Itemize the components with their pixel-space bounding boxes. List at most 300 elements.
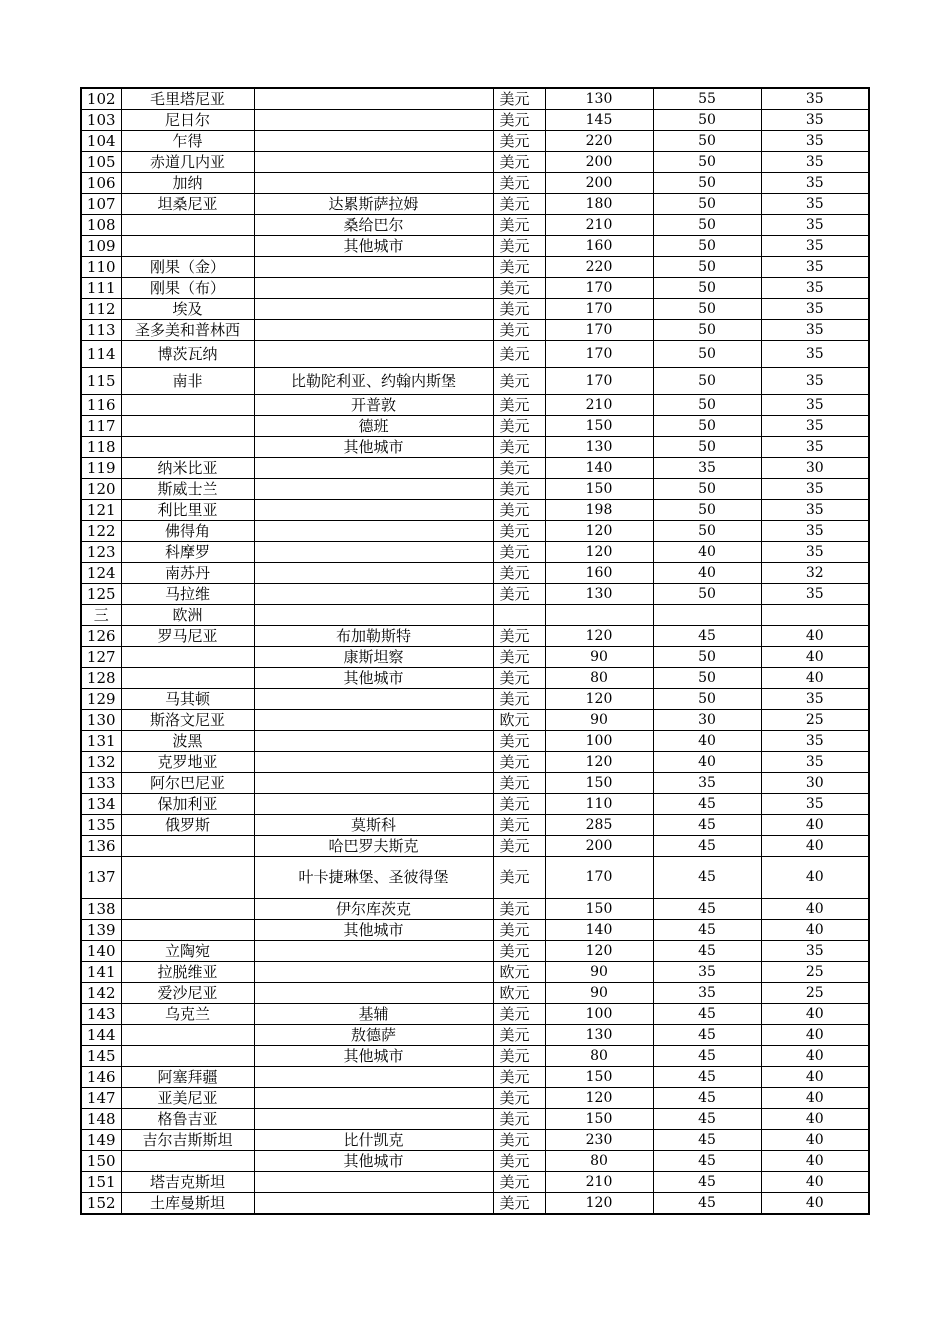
row-number-cell: 144 [81, 1025, 121, 1046]
city-cell: 叶卡捷琳堡、圣彼得堡 [254, 857, 493, 899]
amount-a-cell: 180 [545, 194, 653, 215]
amount-b-cell: 50 [653, 173, 761, 194]
amount-b-cell: 45 [653, 815, 761, 836]
currency-cell: 美元 [493, 416, 545, 437]
amount-a-cell: 145 [545, 110, 653, 131]
table-body [81, 88, 869, 1214]
amount-c-cell: 40 [761, 1151, 869, 1172]
amount-c-cell: 35 [761, 278, 869, 299]
country-cell: 克罗地亚 [121, 752, 254, 773]
amount-c-cell: 35 [761, 500, 869, 521]
amount-a-cell: 120 [545, 689, 653, 710]
currency-cell: 美元 [493, 479, 545, 500]
currency-cell: 美元 [493, 278, 545, 299]
amount-c-cell: 40 [761, 1067, 869, 1088]
row-number-cell: 146 [81, 1067, 121, 1088]
amount-a-cell: 120 [545, 752, 653, 773]
row-number-cell: 111 [81, 278, 121, 299]
row-number-cell: 123 [81, 542, 121, 563]
amount-a-cell: 120 [545, 542, 653, 563]
city-cell [254, 521, 493, 542]
country-cell [121, 1046, 254, 1067]
amount-c-cell: 40 [761, 836, 869, 857]
amount-b-cell: 50 [653, 341, 761, 368]
amount-a-cell: 170 [545, 278, 653, 299]
table-row [81, 668, 869, 689]
amount-a-cell: 120 [545, 626, 653, 647]
amount-c-cell: 35 [761, 152, 869, 173]
amount-a-cell: 140 [545, 458, 653, 479]
amount-b-cell: 50 [653, 257, 761, 278]
amount-c-cell: 40 [761, 1130, 869, 1151]
row-number-cell: 107 [81, 194, 121, 215]
country-cell: 罗马尼亚 [121, 626, 254, 647]
amount-c-cell: 35 [761, 341, 869, 368]
row-number-cell: 116 [81, 395, 121, 416]
row-number-cell: 151 [81, 1172, 121, 1193]
amount-c-cell: 40 [761, 647, 869, 668]
country-cell: 刚果（金） [121, 257, 254, 278]
currency-cell: 欧元 [493, 710, 545, 731]
table-row [81, 1172, 869, 1193]
amount-c-cell: 25 [761, 710, 869, 731]
city-cell: 开普敦 [254, 395, 493, 416]
amount-a-cell: 170 [545, 320, 653, 341]
row-number-cell: 130 [81, 710, 121, 731]
city-cell [254, 689, 493, 710]
table-row [81, 458, 869, 479]
table-row [81, 962, 869, 983]
city-cell: 康斯坦察 [254, 647, 493, 668]
currency-cell: 美元 [493, 773, 545, 794]
currency-cell: 美元 [493, 395, 545, 416]
currency-cell: 美元 [493, 320, 545, 341]
amount-c-cell: 35 [761, 584, 869, 605]
amount-b-cell: 50 [653, 479, 761, 500]
amount-a-cell: 200 [545, 173, 653, 194]
amount-b-cell [653, 605, 761, 626]
amount-a-cell: 220 [545, 131, 653, 152]
amount-b-cell: 45 [653, 794, 761, 815]
row-number-cell: 103 [81, 110, 121, 131]
row-number-cell: 108 [81, 215, 121, 236]
table-row [81, 731, 869, 752]
currency-cell: 美元 [493, 1088, 545, 1109]
city-cell [254, 458, 493, 479]
amount-b-cell: 50 [653, 584, 761, 605]
country-cell: 南非 [121, 368, 254, 395]
currency-cell: 美元 [493, 88, 545, 110]
country-cell [121, 920, 254, 941]
amount-c-cell: 40 [761, 815, 869, 836]
table-row [81, 1109, 869, 1130]
table-row [81, 131, 869, 152]
amount-c-cell: 35 [761, 794, 869, 815]
currency-cell: 欧元 [493, 962, 545, 983]
currency-cell: 美元 [493, 215, 545, 236]
amount-a-cell [545, 605, 653, 626]
city-cell [254, 320, 493, 341]
country-cell: 马其顿 [121, 689, 254, 710]
country-cell: 加纳 [121, 173, 254, 194]
row-number-cell: 115 [81, 368, 121, 395]
amount-a-cell: 90 [545, 962, 653, 983]
amount-b-cell: 50 [653, 152, 761, 173]
amount-b-cell: 50 [653, 299, 761, 320]
table-row [81, 1004, 869, 1025]
table-row [81, 1193, 869, 1215]
city-cell: 达累斯萨拉姆 [254, 194, 493, 215]
city-cell [254, 794, 493, 815]
country-cell [121, 836, 254, 857]
row-number-cell: 149 [81, 1130, 121, 1151]
amount-a-cell: 198 [545, 500, 653, 521]
amount-a-cell: 210 [545, 395, 653, 416]
amount-b-cell: 50 [653, 215, 761, 236]
amount-c-cell: 40 [761, 1172, 869, 1193]
row-number-cell: 122 [81, 521, 121, 542]
amount-a-cell: 90 [545, 710, 653, 731]
city-cell [254, 773, 493, 794]
row-number-cell: 102 [81, 88, 121, 110]
amount-c-cell: 35 [761, 689, 869, 710]
amount-a-cell: 150 [545, 773, 653, 794]
table-row [81, 626, 869, 647]
row-number-cell: 110 [81, 257, 121, 278]
amount-c-cell: 40 [761, 1004, 869, 1025]
currency-cell: 美元 [493, 815, 545, 836]
currency-cell: 美元 [493, 110, 545, 131]
amount-a-cell: 210 [545, 215, 653, 236]
country-cell: 立陶宛 [121, 941, 254, 962]
row-number-cell: 147 [81, 1088, 121, 1109]
amount-c-cell: 30 [761, 773, 869, 794]
amount-b-cell: 50 [653, 131, 761, 152]
table-row [81, 1088, 869, 1109]
country-cell: 毛里塔尼亚 [121, 88, 254, 110]
amount-b-cell: 45 [653, 1025, 761, 1046]
country-cell: 拉脱维亚 [121, 962, 254, 983]
city-cell [254, 88, 493, 110]
city-cell [254, 542, 493, 563]
currency-cell: 美元 [493, 941, 545, 962]
amount-a-cell: 80 [545, 668, 653, 689]
city-cell [254, 752, 493, 773]
country-cell: 赤道几内亚 [121, 152, 254, 173]
amount-a-cell: 130 [545, 437, 653, 458]
amount-c-cell: 40 [761, 857, 869, 899]
currency-cell: 美元 [493, 1151, 545, 1172]
row-number-cell: 119 [81, 458, 121, 479]
table-row [81, 257, 869, 278]
city-cell [254, 1193, 493, 1215]
table-row [81, 278, 869, 299]
country-cell: 利比里亚 [121, 500, 254, 521]
country-cell: 埃及 [121, 299, 254, 320]
amount-a-cell: 200 [545, 836, 653, 857]
row-number-cell: 135 [81, 815, 121, 836]
country-cell: 斯威士兰 [121, 479, 254, 500]
row-number-cell: 133 [81, 773, 121, 794]
amount-a-cell: 170 [545, 857, 653, 899]
table-row [81, 1025, 869, 1046]
table-row [81, 437, 869, 458]
row-number-cell: 117 [81, 416, 121, 437]
currency-cell: 欧元 [493, 983, 545, 1004]
country-cell [121, 215, 254, 236]
currency-cell: 美元 [493, 1067, 545, 1088]
currency-cell: 美元 [493, 626, 545, 647]
currency-cell: 美元 [493, 152, 545, 173]
amount-a-cell: 120 [545, 1193, 653, 1215]
currency-cell: 美元 [493, 1025, 545, 1046]
country-cell [121, 647, 254, 668]
table-row [81, 416, 869, 437]
amount-a-cell: 150 [545, 479, 653, 500]
row-number-cell: 105 [81, 152, 121, 173]
currency-cell: 美元 [493, 299, 545, 320]
table-row [81, 542, 869, 563]
table-row [81, 215, 869, 236]
amount-b-cell: 55 [653, 88, 761, 110]
amount-a-cell: 150 [545, 1109, 653, 1130]
currency-cell: 美元 [493, 500, 545, 521]
amount-c-cell [761, 605, 869, 626]
table-row [81, 521, 869, 542]
table-row [81, 1130, 869, 1151]
country-cell: 欧洲 [121, 605, 254, 626]
table-row [81, 983, 869, 1004]
amount-a-cell: 130 [545, 584, 653, 605]
amount-c-cell: 35 [761, 236, 869, 257]
amount-c-cell: 40 [761, 1109, 869, 1130]
city-cell: 其他城市 [254, 1046, 493, 1067]
city-cell [254, 341, 493, 368]
row-number-cell: 138 [81, 899, 121, 920]
row-number-cell: 120 [81, 479, 121, 500]
amount-b-cell: 45 [653, 1046, 761, 1067]
table-row [81, 836, 869, 857]
city-cell [254, 1172, 493, 1193]
city-cell: 桑给巴尔 [254, 215, 493, 236]
city-cell: 其他城市 [254, 236, 493, 257]
country-cell: 纳米比亚 [121, 458, 254, 479]
amount-b-cell: 50 [653, 647, 761, 668]
country-cell: 乍得 [121, 131, 254, 152]
city-cell [254, 563, 493, 584]
row-number-cell: 139 [81, 920, 121, 941]
country-cell [121, 668, 254, 689]
row-number-cell: 129 [81, 689, 121, 710]
amount-b-cell: 45 [653, 920, 761, 941]
currency-cell: 美元 [493, 899, 545, 920]
city-cell [254, 173, 493, 194]
city-cell [254, 278, 493, 299]
city-cell [254, 731, 493, 752]
amount-c-cell: 35 [761, 521, 869, 542]
amount-b-cell: 50 [653, 395, 761, 416]
country-cell: 土库曼斯坦 [121, 1193, 254, 1215]
amount-a-cell: 130 [545, 88, 653, 110]
amount-c-cell: 35 [761, 479, 869, 500]
table-row [81, 584, 869, 605]
currency-cell: 美元 [493, 173, 545, 194]
table-row [81, 710, 869, 731]
currency-cell: 美元 [493, 437, 545, 458]
table-row [81, 479, 869, 500]
city-cell: 哈巴罗夫斯克 [254, 836, 493, 857]
amount-a-cell: 160 [545, 236, 653, 257]
table-row [81, 368, 869, 395]
currency-cell: 美元 [493, 257, 545, 278]
amount-c-cell: 35 [761, 215, 869, 236]
country-cell [121, 899, 254, 920]
amount-b-cell: 50 [653, 278, 761, 299]
city-cell [254, 962, 493, 983]
table-row [81, 173, 869, 194]
city-cell: 伊尔库茨克 [254, 899, 493, 920]
country-cell: 博茨瓦纳 [121, 341, 254, 368]
table-row [81, 689, 869, 710]
amount-c-cell: 40 [761, 626, 869, 647]
city-cell [254, 584, 493, 605]
amount-a-cell: 150 [545, 416, 653, 437]
amount-a-cell: 170 [545, 341, 653, 368]
country-cell [121, 437, 254, 458]
currency-cell: 美元 [493, 1172, 545, 1193]
amount-c-cell: 35 [761, 752, 869, 773]
amount-a-cell: 120 [545, 1088, 653, 1109]
amount-c-cell: 40 [761, 1025, 869, 1046]
amount-a-cell: 80 [545, 1151, 653, 1172]
country-cell: 坦桑尼亚 [121, 194, 254, 215]
amount-b-cell: 45 [653, 1151, 761, 1172]
amount-b-cell: 50 [653, 500, 761, 521]
amount-b-cell: 40 [653, 752, 761, 773]
amount-c-cell: 35 [761, 542, 869, 563]
country-cell: 阿塞拜疆 [121, 1067, 254, 1088]
currency-cell: 美元 [493, 341, 545, 368]
amount-a-cell: 170 [545, 368, 653, 395]
amount-b-cell: 40 [653, 563, 761, 584]
currency-cell: 美元 [493, 731, 545, 752]
amount-b-cell: 45 [653, 626, 761, 647]
row-number-cell: 134 [81, 794, 121, 815]
currency-cell: 美元 [493, 647, 545, 668]
table-row [81, 341, 869, 368]
amount-a-cell: 120 [545, 941, 653, 962]
city-cell [254, 941, 493, 962]
row-number-cell: 112 [81, 299, 121, 320]
amount-b-cell: 45 [653, 1109, 761, 1130]
country-cell: 爱沙尼亚 [121, 983, 254, 1004]
amount-c-cell: 40 [761, 1046, 869, 1067]
amount-a-cell: 150 [545, 1067, 653, 1088]
row-number-cell: 132 [81, 752, 121, 773]
table-row [81, 563, 869, 584]
currency-cell: 美元 [493, 1130, 545, 1151]
amount-b-cell: 50 [653, 368, 761, 395]
amount-b-cell: 45 [653, 941, 761, 962]
amount-a-cell: 80 [545, 1046, 653, 1067]
amount-b-cell: 45 [653, 899, 761, 920]
currency-cell: 美元 [493, 1109, 545, 1130]
country-cell: 俄罗斯 [121, 815, 254, 836]
row-number-cell: 136 [81, 836, 121, 857]
country-cell [121, 857, 254, 899]
currency-cell: 美元 [493, 368, 545, 395]
currency-cell: 美元 [493, 1004, 545, 1025]
currency-cell: 美元 [493, 1193, 545, 1215]
amount-b-cell: 50 [653, 194, 761, 215]
amount-b-cell: 45 [653, 1193, 761, 1215]
amount-b-cell: 40 [653, 731, 761, 752]
table-row [81, 920, 869, 941]
amount-c-cell: 30 [761, 458, 869, 479]
row-number-cell: 142 [81, 983, 121, 1004]
country-cell [121, 416, 254, 437]
amount-c-cell: 40 [761, 1193, 869, 1215]
amount-a-cell: 90 [545, 983, 653, 1004]
amount-a-cell: 200 [545, 152, 653, 173]
table-row [81, 815, 869, 836]
currency-cell: 美元 [493, 1046, 545, 1067]
table-row [81, 1067, 869, 1088]
country-cell: 圣多美和普林西 [121, 320, 254, 341]
city-cell [254, 1109, 493, 1130]
amount-b-cell: 35 [653, 458, 761, 479]
city-cell: 基辅 [254, 1004, 493, 1025]
country-cell: 南苏丹 [121, 563, 254, 584]
amount-b-cell: 50 [653, 110, 761, 131]
row-number-cell: 127 [81, 647, 121, 668]
amount-c-cell: 35 [761, 437, 869, 458]
city-cell [254, 500, 493, 521]
amount-c-cell: 35 [761, 395, 869, 416]
amount-a-cell: 110 [545, 794, 653, 815]
country-cell [121, 1025, 254, 1046]
currency-cell: 美元 [493, 584, 545, 605]
table-row [81, 773, 869, 794]
amount-a-cell: 90 [545, 647, 653, 668]
table-row [81, 88, 869, 110]
amount-a-cell: 150 [545, 899, 653, 920]
amount-c-cell: 35 [761, 88, 869, 110]
city-cell: 其他城市 [254, 920, 493, 941]
city-cell [254, 605, 493, 626]
row-number-cell: 143 [81, 1004, 121, 1025]
amount-c-cell: 35 [761, 257, 869, 278]
currency-cell: 美元 [493, 689, 545, 710]
table-row [81, 794, 869, 815]
amount-a-cell: 100 [545, 731, 653, 752]
currency-cell: 美元 [493, 836, 545, 857]
city-cell: 其他城市 [254, 437, 493, 458]
row-number-cell: 137 [81, 857, 121, 899]
table-row [81, 110, 869, 131]
country-cell: 吉尔吉斯斯坦 [121, 1130, 254, 1151]
city-cell: 敖德萨 [254, 1025, 493, 1046]
amount-c-cell: 35 [761, 110, 869, 131]
city-cell: 其他城市 [254, 1151, 493, 1172]
country-cell [121, 236, 254, 257]
table-row [81, 395, 869, 416]
currency-cell: 美元 [493, 542, 545, 563]
amount-a-cell: 210 [545, 1172, 653, 1193]
amount-b-cell: 35 [653, 983, 761, 1004]
amount-b-cell: 45 [653, 1088, 761, 1109]
country-cell: 尼日尔 [121, 110, 254, 131]
